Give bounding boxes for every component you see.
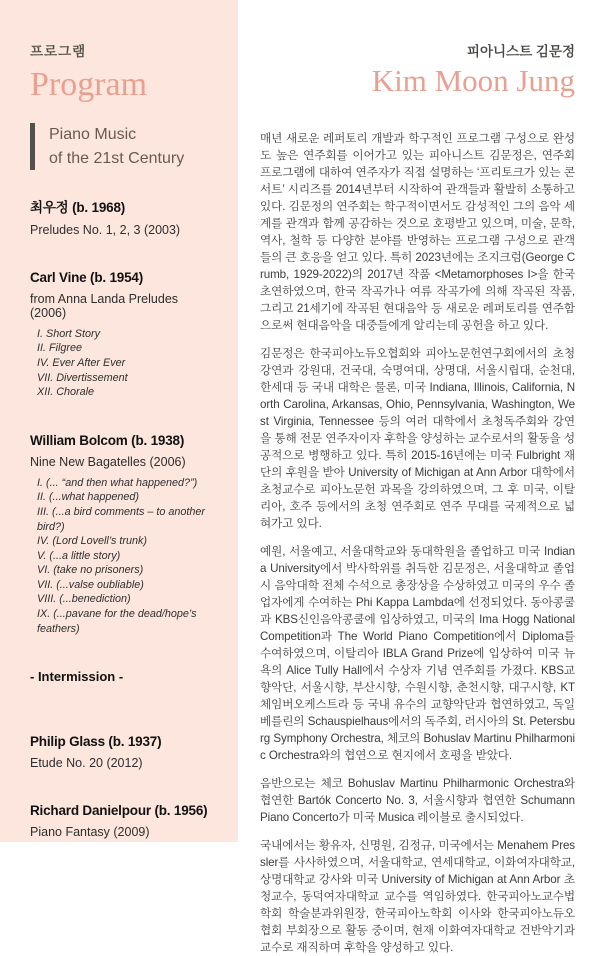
bio-column (238, 0, 600, 955)
subtitle-text (49, 123, 184, 169)
bio-label-korean: 피아니스트 김문정 (466, 44, 575, 59)
bio-paragraph: 국내에서는 황유자, 신명원, 김정규, 미국에서는 Menahem Pressler를 사사하였으며, 서울대학교, 연세대학교, 이화여자대학교, 상명대학교 강사와 미국 University of Michigan at Ann Arbor 초청교수, 동덕여자대학교 교수를 역임하였다. 한국피아노교수법학회 학술분과위원장, 한국피아노학회 이사와 한국피아노듀오협회 부회장으로 활동 중이며, 현재 이화여자대학교 건반악기과 교수로 재직하며 후학을 양성하고 있다. (260, 839, 575, 955)
bio-header (260, 40, 575, 98)
composer-name: William Bolcom (b. 1938) (30, 432, 185, 448)
program-piece (30, 196, 214, 237)
bio-paragraph: 음반으로는 체코 Bohuslav Martinu Philharmonic Orchestra와 협연한 Bartók Concerto No. 3, 서울시향과 협연한 Schumann Piano Concerto가 미국 Musica 레이블로 출시되었다. (260, 777, 575, 825)
movement-item: V. (...a little story) (37, 549, 121, 562)
program-piece (30, 433, 214, 637)
subtitle-accent-bar (30, 123, 35, 169)
program-piece (30, 734, 214, 770)
composer-name: Carl Vine (b. 1954) (30, 269, 144, 285)
composer-name: Richard Danielpour (b. 1956) (30, 803, 208, 819)
composer-name: Philip Glass (b. 1937) (30, 734, 162, 750)
movement-item: I. Short Story (37, 327, 101, 340)
program-label-korean: 프로그램 (30, 44, 87, 59)
subtitle-line-2: of the 21st Century (49, 149, 185, 167)
bio-title: Kim Moon Jung (371, 63, 575, 98)
program-sections (30, 196, 214, 840)
bio-body (260, 130, 575, 956)
movement-item: I. (... “and then what happened?”) (37, 476, 198, 489)
work-title: Nine New Bagatelles (2006) (30, 454, 186, 469)
work-title: Preludes No. 1, 2, 3 (2003) (30, 222, 181, 237)
movement-list (37, 476, 214, 637)
intermission-label: - Intermission - (30, 669, 124, 685)
movement-item: II. Filgree (37, 342, 83, 355)
program-piece (30, 803, 214, 839)
movement-item: VII. Divertissement (37, 371, 128, 384)
program-title: Program (30, 66, 148, 103)
program-column (0, 0, 238, 842)
movement-item: IV. (Lord Lovell’s trunk) (37, 535, 148, 548)
movement-item: VI. (take no prisoners) (37, 564, 144, 577)
work-title: Piano Fantasy (2009) (30, 825, 150, 840)
movement-item: VII. (...valse oubliable) (37, 578, 144, 591)
subtitle-line-1: Piano Music (49, 126, 137, 144)
bio-paragraph: 매년 새로운 레퍼토리 개발과 학구적인 프로그램 구성으로 완성도 높은 연주회를 이어가고 있는 피아니스트 김문정은, 연주회 프로그램에 대하여 연주자가 직접 설명하는 ‘프리토크가 있는 콘서트’ 시리즈를 2014년부터 시작하여 관객들과 활발히 소통하고 있다. 김문정의 연주회는 학구적이면서도 감성적인 그의 음악 세계를 관객과 함께 공감하는 것으로 호평받고 있으며, 미술, 문학, 역사, 철학 등 다양한 분야를 반영하는 프로그램 구성으로 관객들의 큰 호응을 얻고 있다. 특히 2023년에는 조지크럼(George Crumb, 1929-2022)의 2017년 작품 <Metamorphoses I>을 한국 초연하였으며, 한국 작곡가나 여류 작곡가에 의해 작곡된 작품, 그리고 21세기에 작곡된 현대음악 등 새로운 레퍼토리를 연주함으로써 현대음악을 대중들에게 알리는데 공헌을 하고 있다. (260, 132, 575, 333)
movement-item: IX. (...pavane for the dead/hope’s feathers) (37, 608, 197, 635)
movement-item: III. (...a bird comments – to another bird?) (37, 505, 206, 533)
program-piece (30, 270, 214, 400)
program-subtitle (30, 123, 214, 169)
bio-paragraph: 예원, 서울예고, 서울대학교와 동대학원을 졸업하고 미국 Indiana University에서 박사학위를 취득한 김문정은, 서울대학교 졸업 시 음악대학 전체 수석으로 총장상을 수상하였고 미국의 우수 졸업자에게 수여하는 Phi Kappa Lambda에 선정되었다. 동아콩쿨과 KBS신인음악콩쿨에 입상하였고, 미국의 Ima Hogg National Competition과 The World Piano Competition에서 Diploma를 수여하였으며, 이탈리아 IBLA Grand Prize에 입상하여 미국 뉴욕의 Alice Tully Hall에서 수상자 기념 연주회를 가졌다. KBS교향악단, 서울시향, 부산시향, 수원시향, 춘천시향, 대구시향, KT체임버오케스트라 등 국내 유수의 교향악단과 협연하였고, 독일 베를린의 Schauspielhaus에서의 독주회, 러시아의 St. Petersburg Symphony Orchestra, 체코의 Bohuslav Martinu Philharmonic Orchestra와의 협연으로 현지에서 호평을 받았다. (260, 545, 575, 763)
work-title: Etude No. 20 (2012) (30, 756, 143, 771)
bio-paragraph: 김문정은 한국피아노듀오협회와 피아노문헌연구회에서의 초청 강연과 강원대, 건국대, 숙명여대, 상명대, 서울시립대, 순천대, 한세대 등 국내 대학은 물론, 미국 Indiana, Illinois, California, North Carolina, Arkansas, Ohio, Pennsylvania, Washington, West Virginia, Tennessee 등의 여러 대학에서 초청독주회와 강연을 통해 전문 연주자이자 후학을 양성하는 교수로서의 활동을 성공적으로 병행하고 있다. 특히 2015-16년에는 미국 Fulbright 재단의 후원을 받아 University of Michigan at Ann Arbor 대학에서 초청교수로 피아노문헌 과목을 강의하였으며, 그 후 미국, 이탈리아, 호주 등에서의 초청 연주회로 연주 무대를 국제적으로 넓혀가고 있다. (260, 347, 575, 531)
movement-list (37, 327, 214, 400)
movement-item: IV. Ever After Ever (37, 356, 126, 369)
movement-item: XII. Chorale (37, 386, 95, 399)
work-title: from Anna Landa Preludes (2006) (30, 291, 179, 320)
movement-item: VIII. (...benediction) (37, 593, 131, 606)
composer-name: 최우정 (b. 1968) (30, 199, 126, 215)
movement-item: II. (...what happened) (37, 491, 140, 504)
